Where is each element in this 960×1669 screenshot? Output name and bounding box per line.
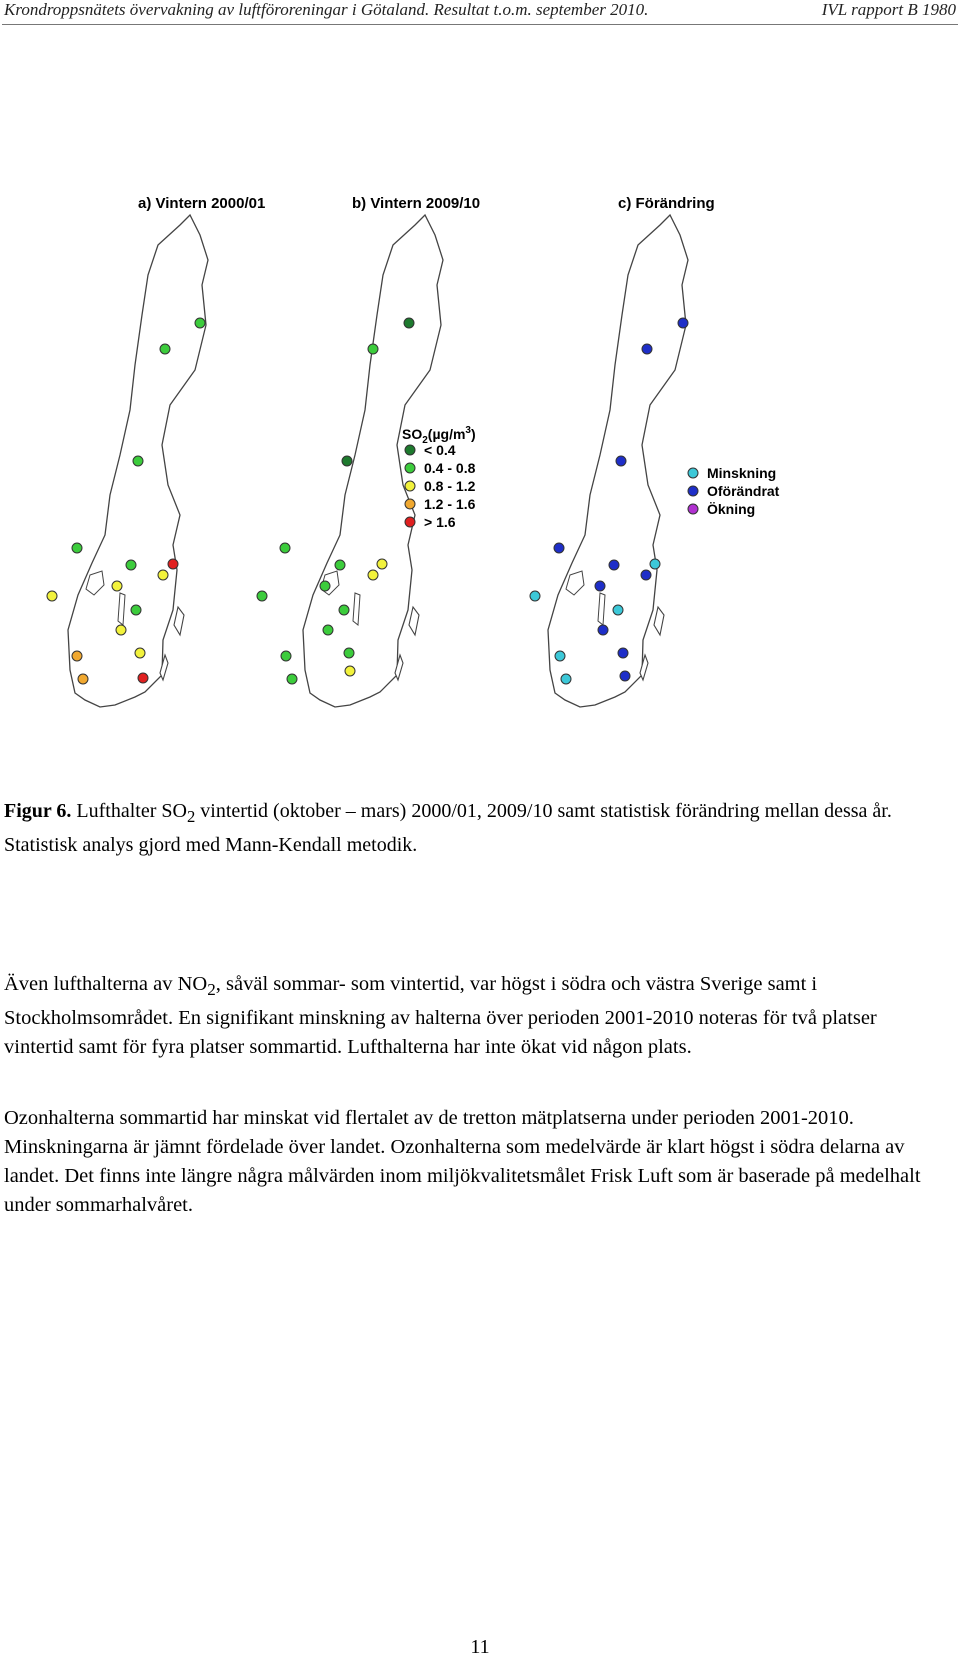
station-dot	[344, 648, 354, 658]
header-right-text: IVL rapport B 1980	[821, 0, 956, 19]
station-dot	[595, 581, 605, 591]
header-rule	[2, 24, 958, 25]
station-dot	[530, 591, 540, 601]
legend-so2-title-sub: 2	[422, 435, 428, 446]
station-dot	[126, 560, 136, 570]
station-dot	[287, 674, 297, 684]
station-dot	[281, 651, 291, 661]
page-number: 11	[470, 1636, 490, 1658]
paragraph-2: Ozonhalterna sommartid har minskat vid flertalet av de tretton mätplatserna under perioden 2001-2010. Minskningarna är jämnt fördelade över landet. Ozonhalterna som medelvärde är klart högst i södra delarna av landet. Det finns inte längre några målvärden inom miljökvalitetsmålet Frisk Luft som är baserade på medelhalt under sommarhalvåret.	[4, 1106, 921, 1216]
legend-change-items	[688, 465, 780, 517]
station-dot	[320, 581, 330, 591]
legend-change-swatch	[688, 504, 698, 514]
station-dot	[72, 651, 82, 661]
station-dot	[133, 456, 143, 466]
legend-so2-label: 0.4 - 0.8	[424, 460, 476, 476]
map-b	[257, 215, 443, 707]
station-dot	[641, 570, 651, 580]
caption-text-1: Lufthalter SO	[71, 800, 187, 822]
legend-so2-title-sup: 3	[465, 425, 471, 436]
station-dot	[620, 671, 630, 681]
station-dot	[323, 625, 333, 635]
map-title-b: b) Vintern 2009/10	[352, 195, 481, 212]
legend-change-swatch	[688, 486, 698, 496]
station-dot	[339, 605, 349, 615]
legend-change-swatch	[688, 468, 698, 478]
station-dot	[158, 570, 168, 580]
legend-so2-label: < 0.4	[424, 442, 456, 458]
station-dot	[116, 625, 126, 635]
legend-so2-label: 1.2 - 1.6	[424, 496, 476, 512]
station-dot	[72, 543, 82, 553]
station-dot	[335, 560, 345, 570]
figure-maps	[30, 185, 930, 765]
caption-sub: 2	[186, 807, 196, 826]
station-dot	[345, 666, 355, 676]
map-title-c: c) Förändring	[618, 195, 715, 212]
legend-change-label: Minskning	[707, 465, 777, 481]
station-dot	[613, 605, 623, 615]
station-dot	[368, 570, 378, 580]
station-dot	[342, 456, 352, 466]
legend-so2-label: 0.8 - 1.2	[424, 478, 476, 494]
legend-so2-swatch	[405, 499, 415, 509]
legend-so2-swatch	[405, 481, 415, 491]
figure-caption	[4, 797, 944, 859]
legend-so2-title-main: SO	[402, 426, 423, 442]
station-dot	[616, 456, 626, 466]
legend-so2-swatch	[405, 445, 415, 455]
legend-so2-swatch	[405, 463, 415, 473]
caption-label: Figur 6.	[4, 800, 72, 822]
paragraph-1-part-1: Även lufthalterna av NO	[4, 972, 208, 995]
station-dot	[280, 543, 290, 553]
map-title-a: a) Vintern 2000/01	[138, 195, 266, 212]
legend-so2-title-unit: (µg/m	[427, 426, 466, 442]
station-dot	[257, 591, 267, 601]
station-dot	[554, 543, 564, 553]
station-dot	[168, 559, 178, 569]
paragraph-1-part-2: , såväl sommar- som vintertid, var högst i södra och västra Sverige samt i Stockholmsområdet. En signifikant minskning av halterna över perioden 2001-2010 noteras för två platser vintertid samt för fyra platser sommartid. Lufthalterna har inte ökat vid någon plats.	[4, 972, 877, 1058]
station-dot	[138, 673, 148, 683]
maps-svg	[30, 185, 930, 765]
station-dot	[160, 344, 170, 354]
map-a	[47, 215, 208, 707]
legend-so2-items	[405, 442, 476, 530]
station-dot	[642, 344, 652, 354]
header-left-text: Krondroppsnätets övervakning av luftföroreningar i Götaland. Resultat t.o.m. september 2010.	[4, 0, 649, 19]
station-dot	[404, 318, 414, 328]
paragraph-1	[4, 970, 949, 1062]
station-dot	[609, 560, 619, 570]
station-dot	[112, 581, 122, 591]
map-c	[530, 215, 688, 707]
station-dot	[650, 559, 660, 569]
station-dot	[135, 648, 145, 658]
station-dot	[555, 651, 565, 661]
legend-change	[688, 465, 780, 517]
station-dot	[377, 559, 387, 569]
legend-change-label: Oförändrat	[707, 483, 780, 499]
caption-text-2: vintertid (oktober – mars) 2000/01, 2009/10 samt statistisk förändring mellan dessa år. Statistisk analys gjord med Mann-Kendall metodik.	[4, 800, 892, 856]
station-dot	[131, 605, 141, 615]
station-dot	[368, 344, 378, 354]
legend-change-label: Ökning	[707, 501, 756, 517]
station-dot	[678, 318, 688, 328]
legend-so2-title-close: )	[470, 426, 476, 442]
station-dot	[195, 318, 205, 328]
page-header	[0, 0, 960, 22]
legend-so2-label: > 1.6	[424, 514, 456, 530]
station-dot	[618, 648, 628, 658]
station-dot	[598, 625, 608, 635]
paragraph-1-sub: 2	[207, 979, 216, 999]
station-dot	[561, 674, 571, 684]
station-dot	[78, 674, 88, 684]
station-dot	[47, 591, 57, 601]
legend-so2-swatch	[405, 517, 415, 527]
